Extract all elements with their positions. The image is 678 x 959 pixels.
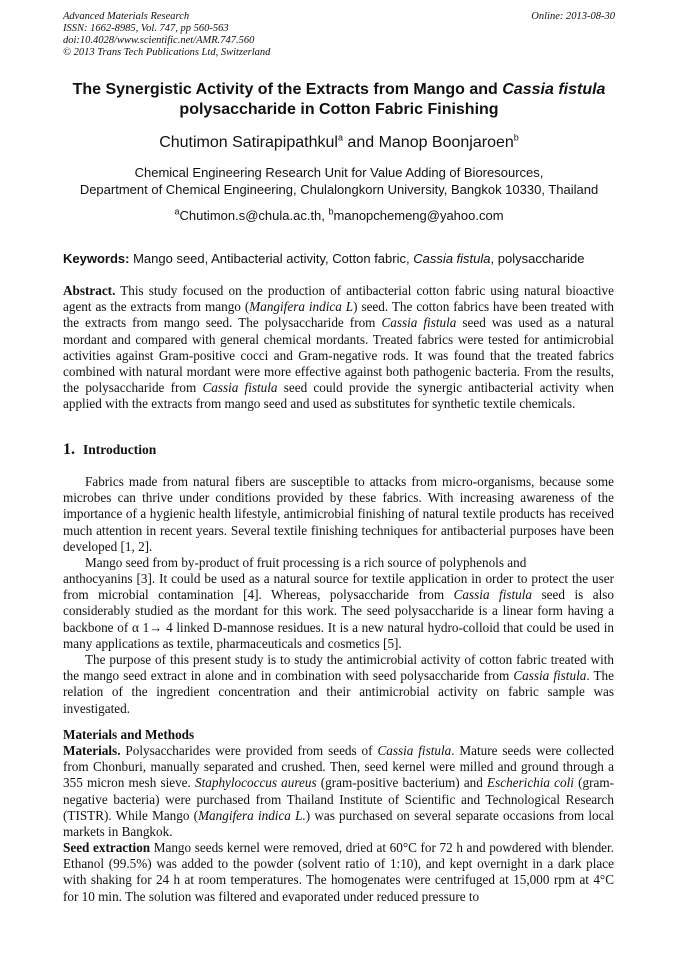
materials-text-2: . Mature seeds were collected from Chonburi, manually separated and crushed. Then, seed kernel were milled and ground through a 355 micron mesh sieve. bbox=[63, 743, 614, 791]
materials-text-3: (gram-positive bacterium) and bbox=[316, 775, 488, 791]
intro-paragraph-2 bbox=[63, 571, 614, 652]
affiliation-line-2: Department of Chemical Engineering, Chulalongkorn University, Bangkok 10330, Thailand bbox=[79, 182, 599, 197]
title-part1: The Synergistic Activity of the Extracts from Mango and bbox=[72, 81, 503, 98]
intro-paragraph-2-first-line: Mango seed from by-product of fruit processing is a rich source of polyphenols and bbox=[85, 555, 527, 570]
materials-italic-4: Mangifera indica L. bbox=[198, 807, 306, 823]
intro-p2-text-2: seed is also considerably studied as the mordant for this work. The seed polysaccharide is a linear form having a backbone of α 1→ 4 linked D-mannose residues. It is a new natural hydro-colloid that could be used in many applications as textile, pharmaceuticals and cosmetics [5]. bbox=[63, 587, 614, 651]
abstract-text-2: ) seed. The cotton fabrics have been treated with the extracts from mango seed. The polysaccharide from bbox=[63, 299, 614, 331]
intro-p3-italic: Cassia fistula bbox=[513, 668, 587, 684]
materials-text-1: Polysaccharides were provided from seeds of bbox=[120, 743, 378, 758]
intro-p3-text-1: The purpose of this present study is to study the antimicrobial activity of cotton fabric treated with the mango seed extract in alone and in combination with seed polysaccharide from bbox=[63, 652, 614, 684]
materials-paragraph bbox=[63, 743, 614, 840]
abstract-italic-3: Cassia fistula bbox=[202, 380, 278, 396]
author-2-sup: b bbox=[513, 132, 519, 143]
seed-extraction-paragraph bbox=[63, 840, 614, 905]
intro-p3-text-2: . The relation of the ingredient concentration and their antimicrobial activity on fabric sample was investigated. bbox=[63, 668, 614, 716]
journal-name: Advanced Materials Research bbox=[63, 11, 190, 22]
email-2-sup: b bbox=[328, 206, 334, 217]
title-part2: polysaccharide in Cotton Fabric Finishing bbox=[179, 101, 499, 118]
keywords-text-1: Mango seed, Antibacterial activity, Cotton fabric, bbox=[129, 251, 414, 266]
abstract-text-4: seed could provide the synergic antibacterial activity when applied with the extracts from mango seed and used as substitutes for synthetic textile chemicals. bbox=[63, 380, 614, 412]
email-1-sup: a bbox=[174, 206, 180, 217]
intro-p2-italic: Cassia fistula bbox=[453, 587, 533, 603]
materials-italic-1: Cassia fistula bbox=[377, 743, 452, 758]
intro-paragraph-3 bbox=[63, 652, 614, 717]
copyright-line: © 2013 Trans Tech Publications Ltd, Switzerland bbox=[63, 47, 271, 58]
issn-line: ISSN: 1662-8985, Vol. 747, pp 560-563 bbox=[63, 23, 229, 34]
abstract bbox=[63, 283, 614, 413]
paper-title bbox=[40, 80, 638, 120]
author-and: and bbox=[342, 134, 379, 151]
author-1-sup: a bbox=[337, 132, 343, 143]
intro-title: Introduction bbox=[83, 442, 157, 457]
abstract-italic-1: Mangifera indica L bbox=[249, 299, 354, 315]
materials-label: Materials. bbox=[63, 743, 121, 758]
materials-italic-3: Escherichia coli bbox=[487, 775, 574, 791]
doi-line: doi:10.4028/www.scientific.net/AMR.747.560 bbox=[63, 35, 255, 46]
abstract-label: Abstract. bbox=[63, 283, 116, 298]
page-header bbox=[63, 11, 615, 59]
keywords-italic: Cassia fistula bbox=[413, 251, 491, 266]
intro-heading bbox=[63, 442, 614, 458]
keywords-text-2: , polysaccharide bbox=[490, 251, 585, 266]
affiliation-line-1: Chemical Engineering Research Unit for Value Adding of Bioresources, bbox=[134, 165, 544, 180]
affiliation bbox=[40, 164, 638, 198]
materials-text-4: (gram-negative bacteria) were purchased from Thailand Institute of Scientific and Technological Research (TISTR). While Mango ( bbox=[63, 775, 614, 823]
materials-italic-2: Staphylococcus aureus bbox=[195, 775, 317, 791]
email-1: Chutimon.s@chula.ac.th, bbox=[179, 208, 329, 223]
intro-paragraph-1: Fabrics made from natural fibers are susceptible to attacks from micro-organisms, because some microbes can thrive under conditions provided by these fabrics. With increasing awareness of the importance of a hygienic health lifestyle, antimicrobial finishing of natural textile products has received much attention in recent years. Several textile finishing techniques for antibacterial purposes have been developed [1, 2]. bbox=[63, 474, 614, 554]
keywords bbox=[63, 250, 615, 267]
intro-number: 1. bbox=[63, 441, 75, 458]
authors bbox=[40, 133, 638, 153]
online-date: Online: 2013-08-30 bbox=[531, 11, 615, 22]
intro-p2-text-1: anthocyanins [3]. It could be used as a natural source for textile application in order to protect the user from microbial contamination [4]. Whereas, polysaccharide from bbox=[63, 571, 614, 603]
methods-heading: Materials and Methods bbox=[63, 727, 195, 742]
abstract-text-3: seed was used as a natural mordant and compared with general chemical mordants. Treated fabrics were tested for antimicrobial activities against Gram-positive cocci and Gram-negative rods. It was found that the treated fabrics combined with natural mordant were more effective against both pathogenic bacteria. From the results, the polysaccharide from bbox=[63, 315, 614, 396]
emails bbox=[40, 207, 638, 224]
title-italic: Cassia fistula bbox=[502, 81, 606, 98]
materials-text-5: ) was purchased on several separate occasions from local markets in Bangkok. bbox=[63, 807, 614, 840]
author-1: Chutimon Satirapipathkul bbox=[159, 134, 338, 151]
author-2: Manop Boonjaroen bbox=[378, 134, 514, 151]
abstract-text-1: This study focused on the production of antibacterial cotton fabric using natural bioactive agent as the extracts from mango ( bbox=[63, 283, 614, 315]
keywords-label: Keywords: bbox=[63, 251, 130, 266]
abstract-italic-2: Cassia fistula bbox=[381, 315, 457, 331]
seed-extraction-text: Mango seeds kernel were removed, dried at 60°C for 72 h and powdered with blender. Ethanol (99.5%) was added to the powder (solvent ratio of 1:10), and kept overnight in a dark place with shaking for 24 h at room temperatures. The homogenates were centrifuged at 15,000 rpm at 4°C for 10 min. The solution was filtered and evaporated under reduced pressure to bbox=[63, 840, 614, 904]
email-2: manopchemeng@yahoo.com bbox=[333, 208, 504, 223]
seed-extraction-label: Seed extraction bbox=[63, 840, 151, 855]
